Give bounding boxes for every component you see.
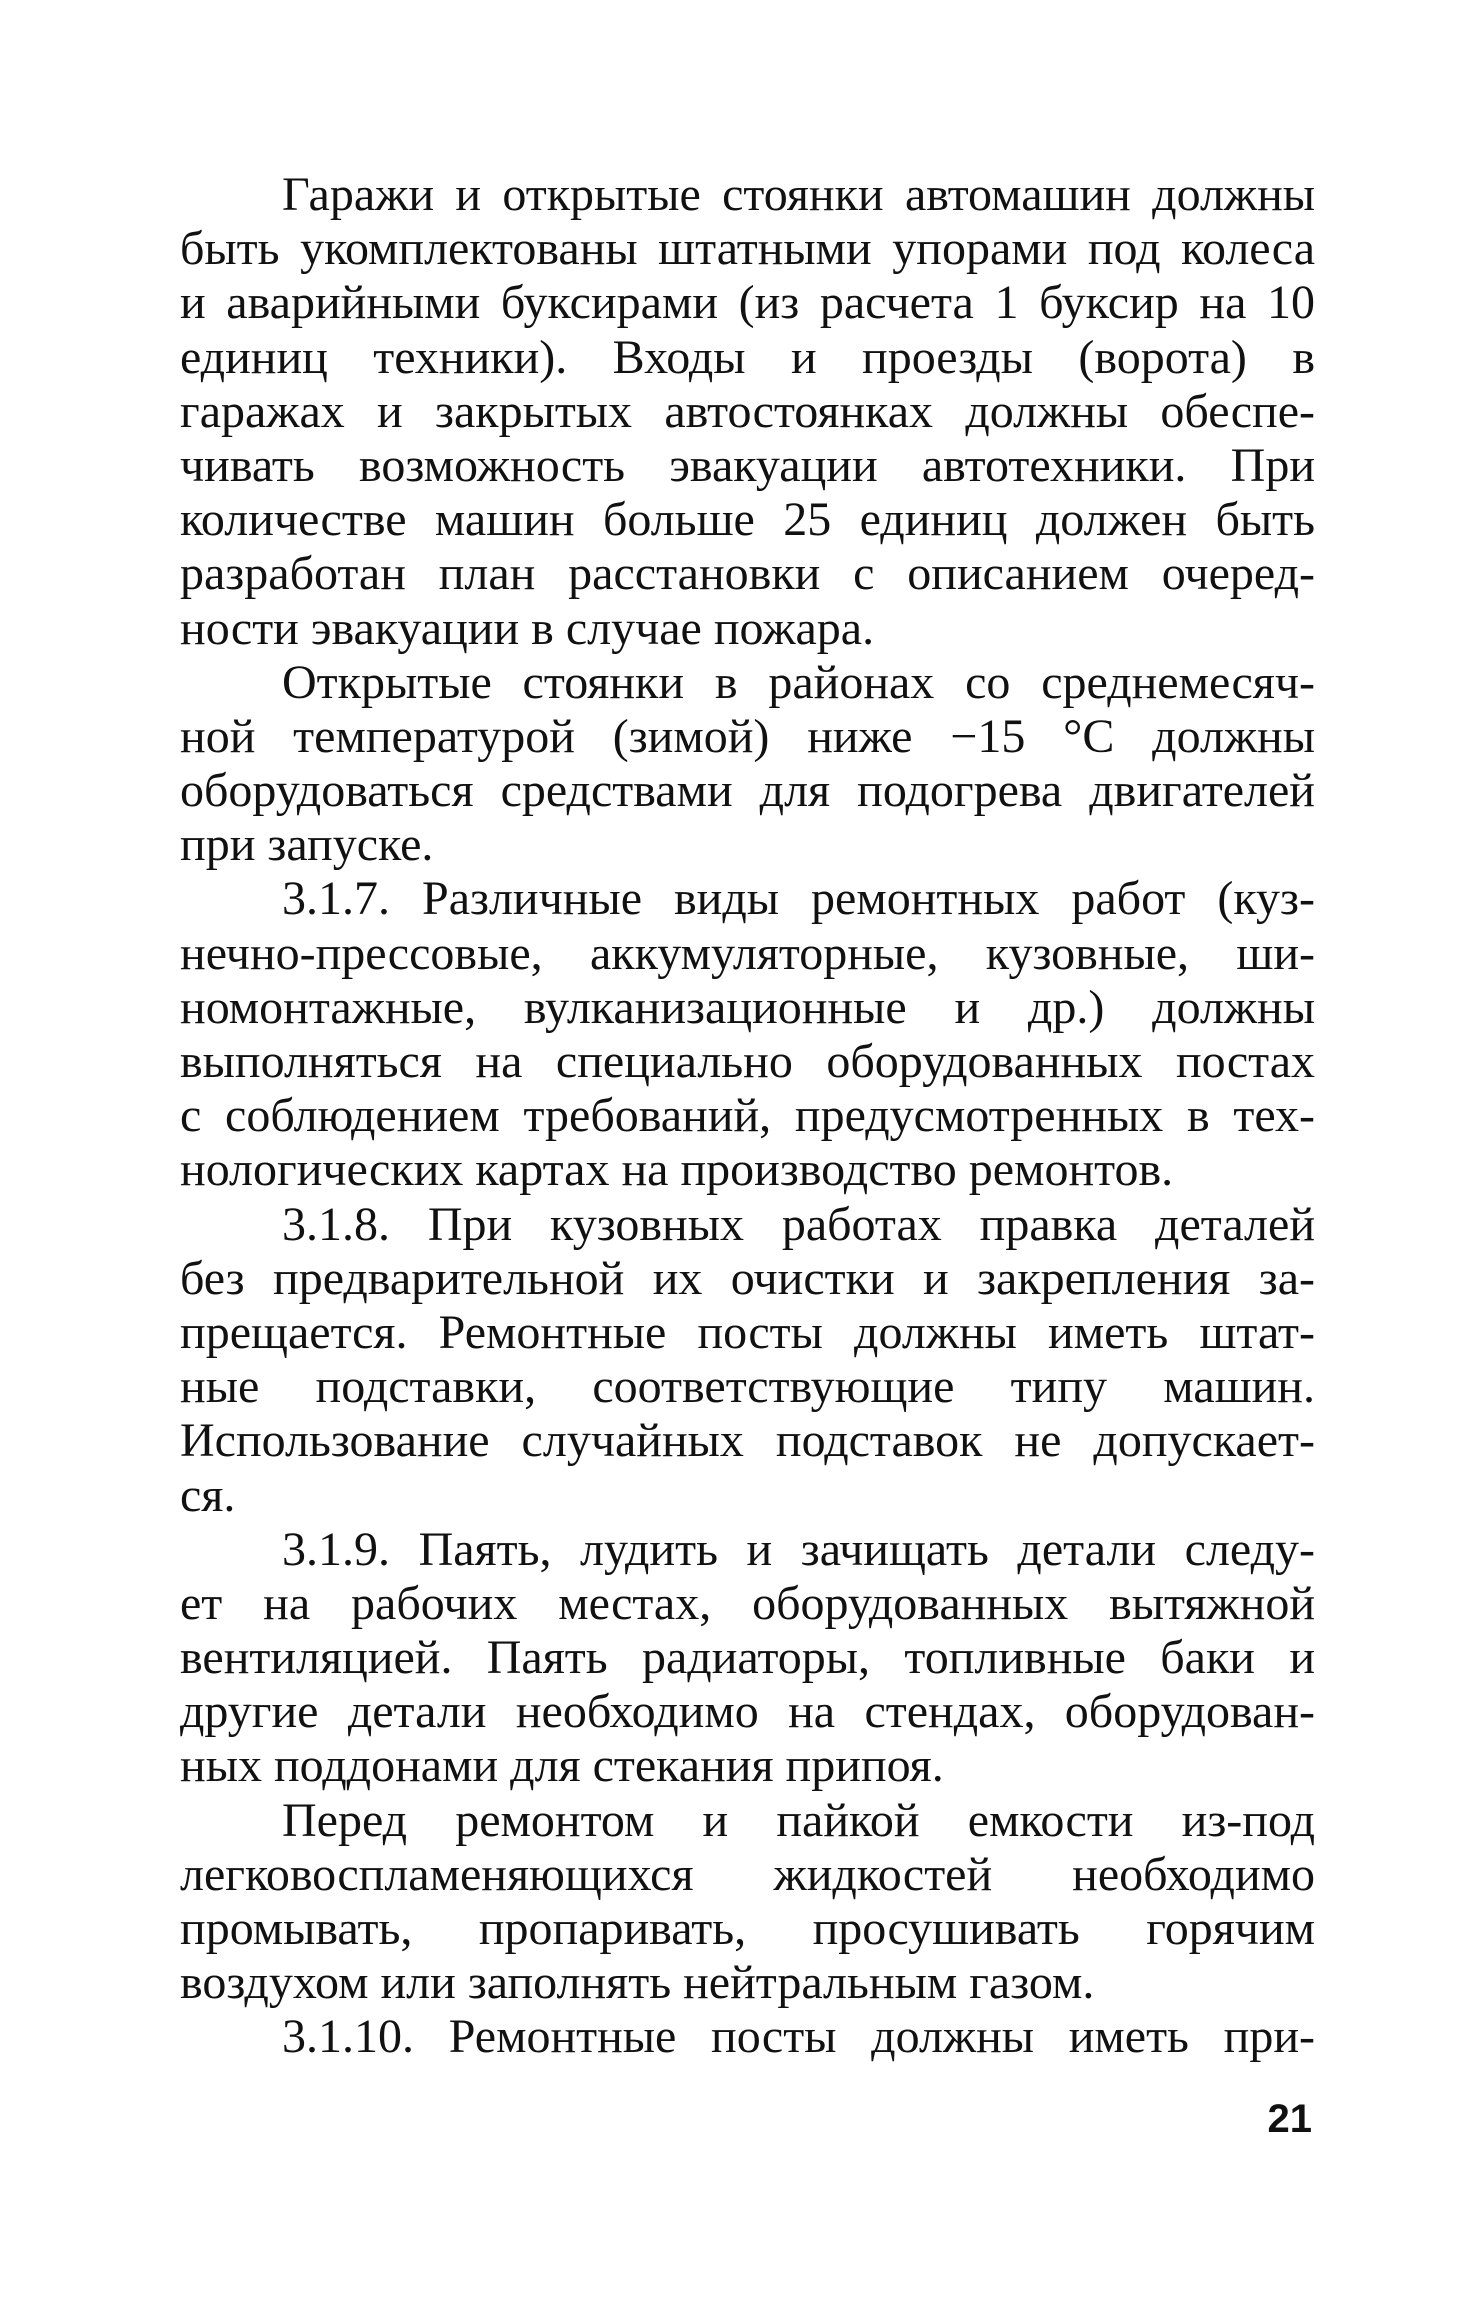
text-line: оборудоваться средствами для подогрева двигателей: [180, 764, 1315, 818]
text-line: Перед ремонтом и пайкой емкости из-под: [282, 1793, 1315, 1847]
text-line: гаражах и закрытых автостоянках должны обеспе-: [180, 384, 1315, 438]
text-line: вентиляцией. Паять радиаторы, топливные баки и: [180, 1631, 1315, 1685]
text-line: 3.1.9. Паять, лудить и зачищать детали следу-: [282, 1522, 1315, 1576]
text-line: без предварительной их очистки и закрепления за-: [180, 1251, 1315, 1305]
text-line: единиц техники). Входы и проезды (ворота) в: [180, 330, 1315, 384]
text-line: 3.1.10. Ремонтные посты должны иметь при-: [282, 2010, 1315, 2064]
text-line: ности эвакуации в случае пожара.: [180, 601, 875, 655]
text-line: другие детали необходимо на стендах, оборудован-: [180, 1685, 1315, 1739]
text-line: Открытые стоянки в районах со среднемесяч-: [282, 655, 1315, 709]
text-line: с соблюдением требований, предусмотренных в тех-: [180, 1089, 1315, 1143]
text-line: ет на рабочих местах, оборудованных вытяжной: [180, 1576, 1315, 1630]
text-line: 3.1.8. При кузовных работах правка деталей: [282, 1197, 1315, 1251]
text-line: быть укомплектованы штатными упорами под колеса: [180, 222, 1315, 276]
text-line: разработан план расстановки с описанием очеред-: [180, 547, 1315, 601]
text-line: воздухом или заполнять нейтральным газом.: [180, 1956, 1095, 2010]
text-line: нечно-прессовые, аккумуляторные, кузовные, ши-: [180, 926, 1315, 980]
text-line: выполняться на специально оборудованных постах: [180, 1035, 1315, 1088]
text-line: количестве машин больше 25 единиц должен быть: [180, 493, 1315, 547]
text-line: ной температурой (зимой) ниже −15 °С должны: [180, 709, 1315, 763]
text-line: ся.: [180, 1468, 236, 1522]
text-line: ных поддонами для стекания припоя.: [180, 1739, 944, 1793]
text-line: при запуске.: [180, 818, 434, 872]
text-line: 3.1.7. Различные виды ремонтных работ (куз-: [282, 872, 1315, 926]
text-line: номонтажные, вулканизационные и др.) должны: [180, 980, 1315, 1034]
text-line: прещается. Ремонтные посты должны иметь штат-: [180, 1305, 1315, 1359]
text-line: чивать возможность эвакуации автотехники. При: [180, 438, 1315, 492]
text-line: Гаражи и открытые стоянки автомашин должны: [282, 168, 1315, 221]
text-line: легковоспламеняющихся жидкостей необходимо: [180, 1847, 1315, 1901]
body-text: [180, 168, 1315, 2065]
text-line: ные подставки, соответствующие типу машин.: [180, 1360, 1315, 1414]
text-line: Использование случайных подставок не допускает-: [180, 1414, 1315, 1468]
text-line: промывать, пропаривать, просушивать горячим: [180, 1902, 1315, 1955]
text-line: нологических картах на производство ремонтов.: [180, 1143, 1174, 1197]
page-number: 21: [1267, 2097, 1312, 2141]
text-line: и аварийными буксирами (из расчета 1 буксир на 10: [180, 276, 1315, 330]
